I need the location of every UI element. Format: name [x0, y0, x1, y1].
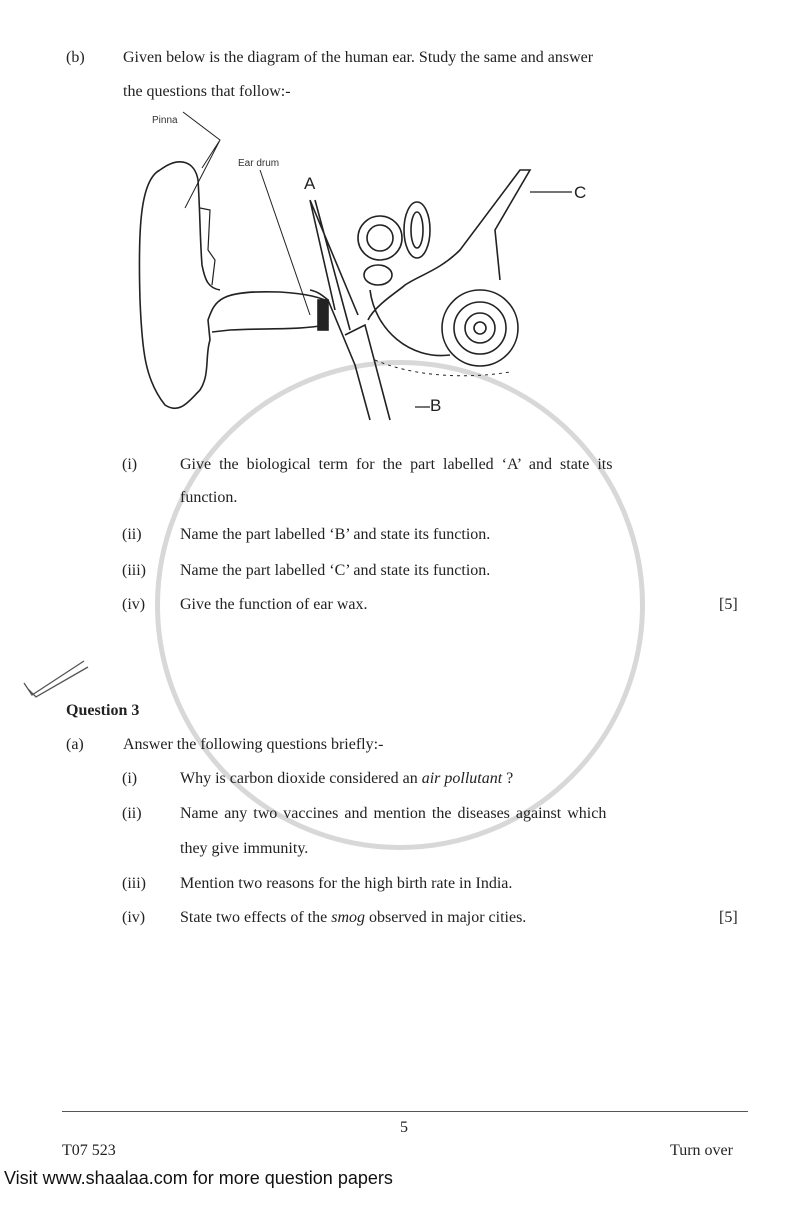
visit-banner: Visit www.shaalaa.com for more question papers [4, 1168, 393, 1188]
question-3-heading: Question 3 [66, 702, 140, 719]
part-b-intro-2: the questions that follow:- [123, 83, 291, 100]
question-text: function. [180, 489, 238, 506]
part-a-intro: Answer the following questions briefly:- [123, 736, 384, 753]
q-num: (iii) [122, 875, 146, 892]
q-num: (ii) [122, 805, 142, 822]
marks: [5] [719, 596, 738, 613]
q-num: (iv) [122, 596, 146, 613]
part-b-intro: Given below is the diagram of the human ear. Study the same and answer [123, 49, 594, 66]
label-a: A [304, 174, 316, 193]
question-text: Give the function of ear wax. [180, 596, 368, 613]
footer-divider [62, 1111, 748, 1112]
label-ear-drum: Ear drum [238, 158, 280, 169]
human-ear-diagram [120, 100, 620, 430]
label-c: C [574, 183, 587, 202]
part-a-label: (a) [66, 736, 84, 753]
q-num: (iv) [122, 909, 146, 926]
checkmark-icon [18, 655, 93, 700]
question-text: Give the biological term for the part labelled ‘A’ and state its [180, 456, 613, 473]
question-text: Mention two reasons for the high birth rate in India. [180, 875, 513, 892]
paper-code: T07 523 [62, 1142, 116, 1159]
turn-over: Turn over [670, 1142, 733, 1159]
page-number: 5 [400, 1119, 408, 1136]
question-text: Name the part labelled ‘C’ and state its function. [180, 562, 491, 579]
q-num: (iii) [122, 562, 146, 579]
q-num: (i) [122, 770, 138, 787]
q-num: (i) [122, 456, 138, 473]
question-text: Name any two vaccines and mention the diseases against which [180, 805, 607, 822]
q-num: (ii) [122, 526, 142, 543]
question-text: they give immunity. [180, 840, 309, 857]
question-text: Why is carbon dioxide considered an air pollutant ? [180, 770, 514, 787]
label-pinna: Pinna [152, 115, 178, 126]
marks: [5] [719, 909, 738, 926]
label-b: B [430, 396, 442, 415]
question-text: Name the part labelled ‘B’ and state its function. [180, 526, 491, 543]
part-b-label: (b) [66, 49, 85, 66]
question-text: State two effects of the smog observed in major cities. [180, 909, 527, 926]
